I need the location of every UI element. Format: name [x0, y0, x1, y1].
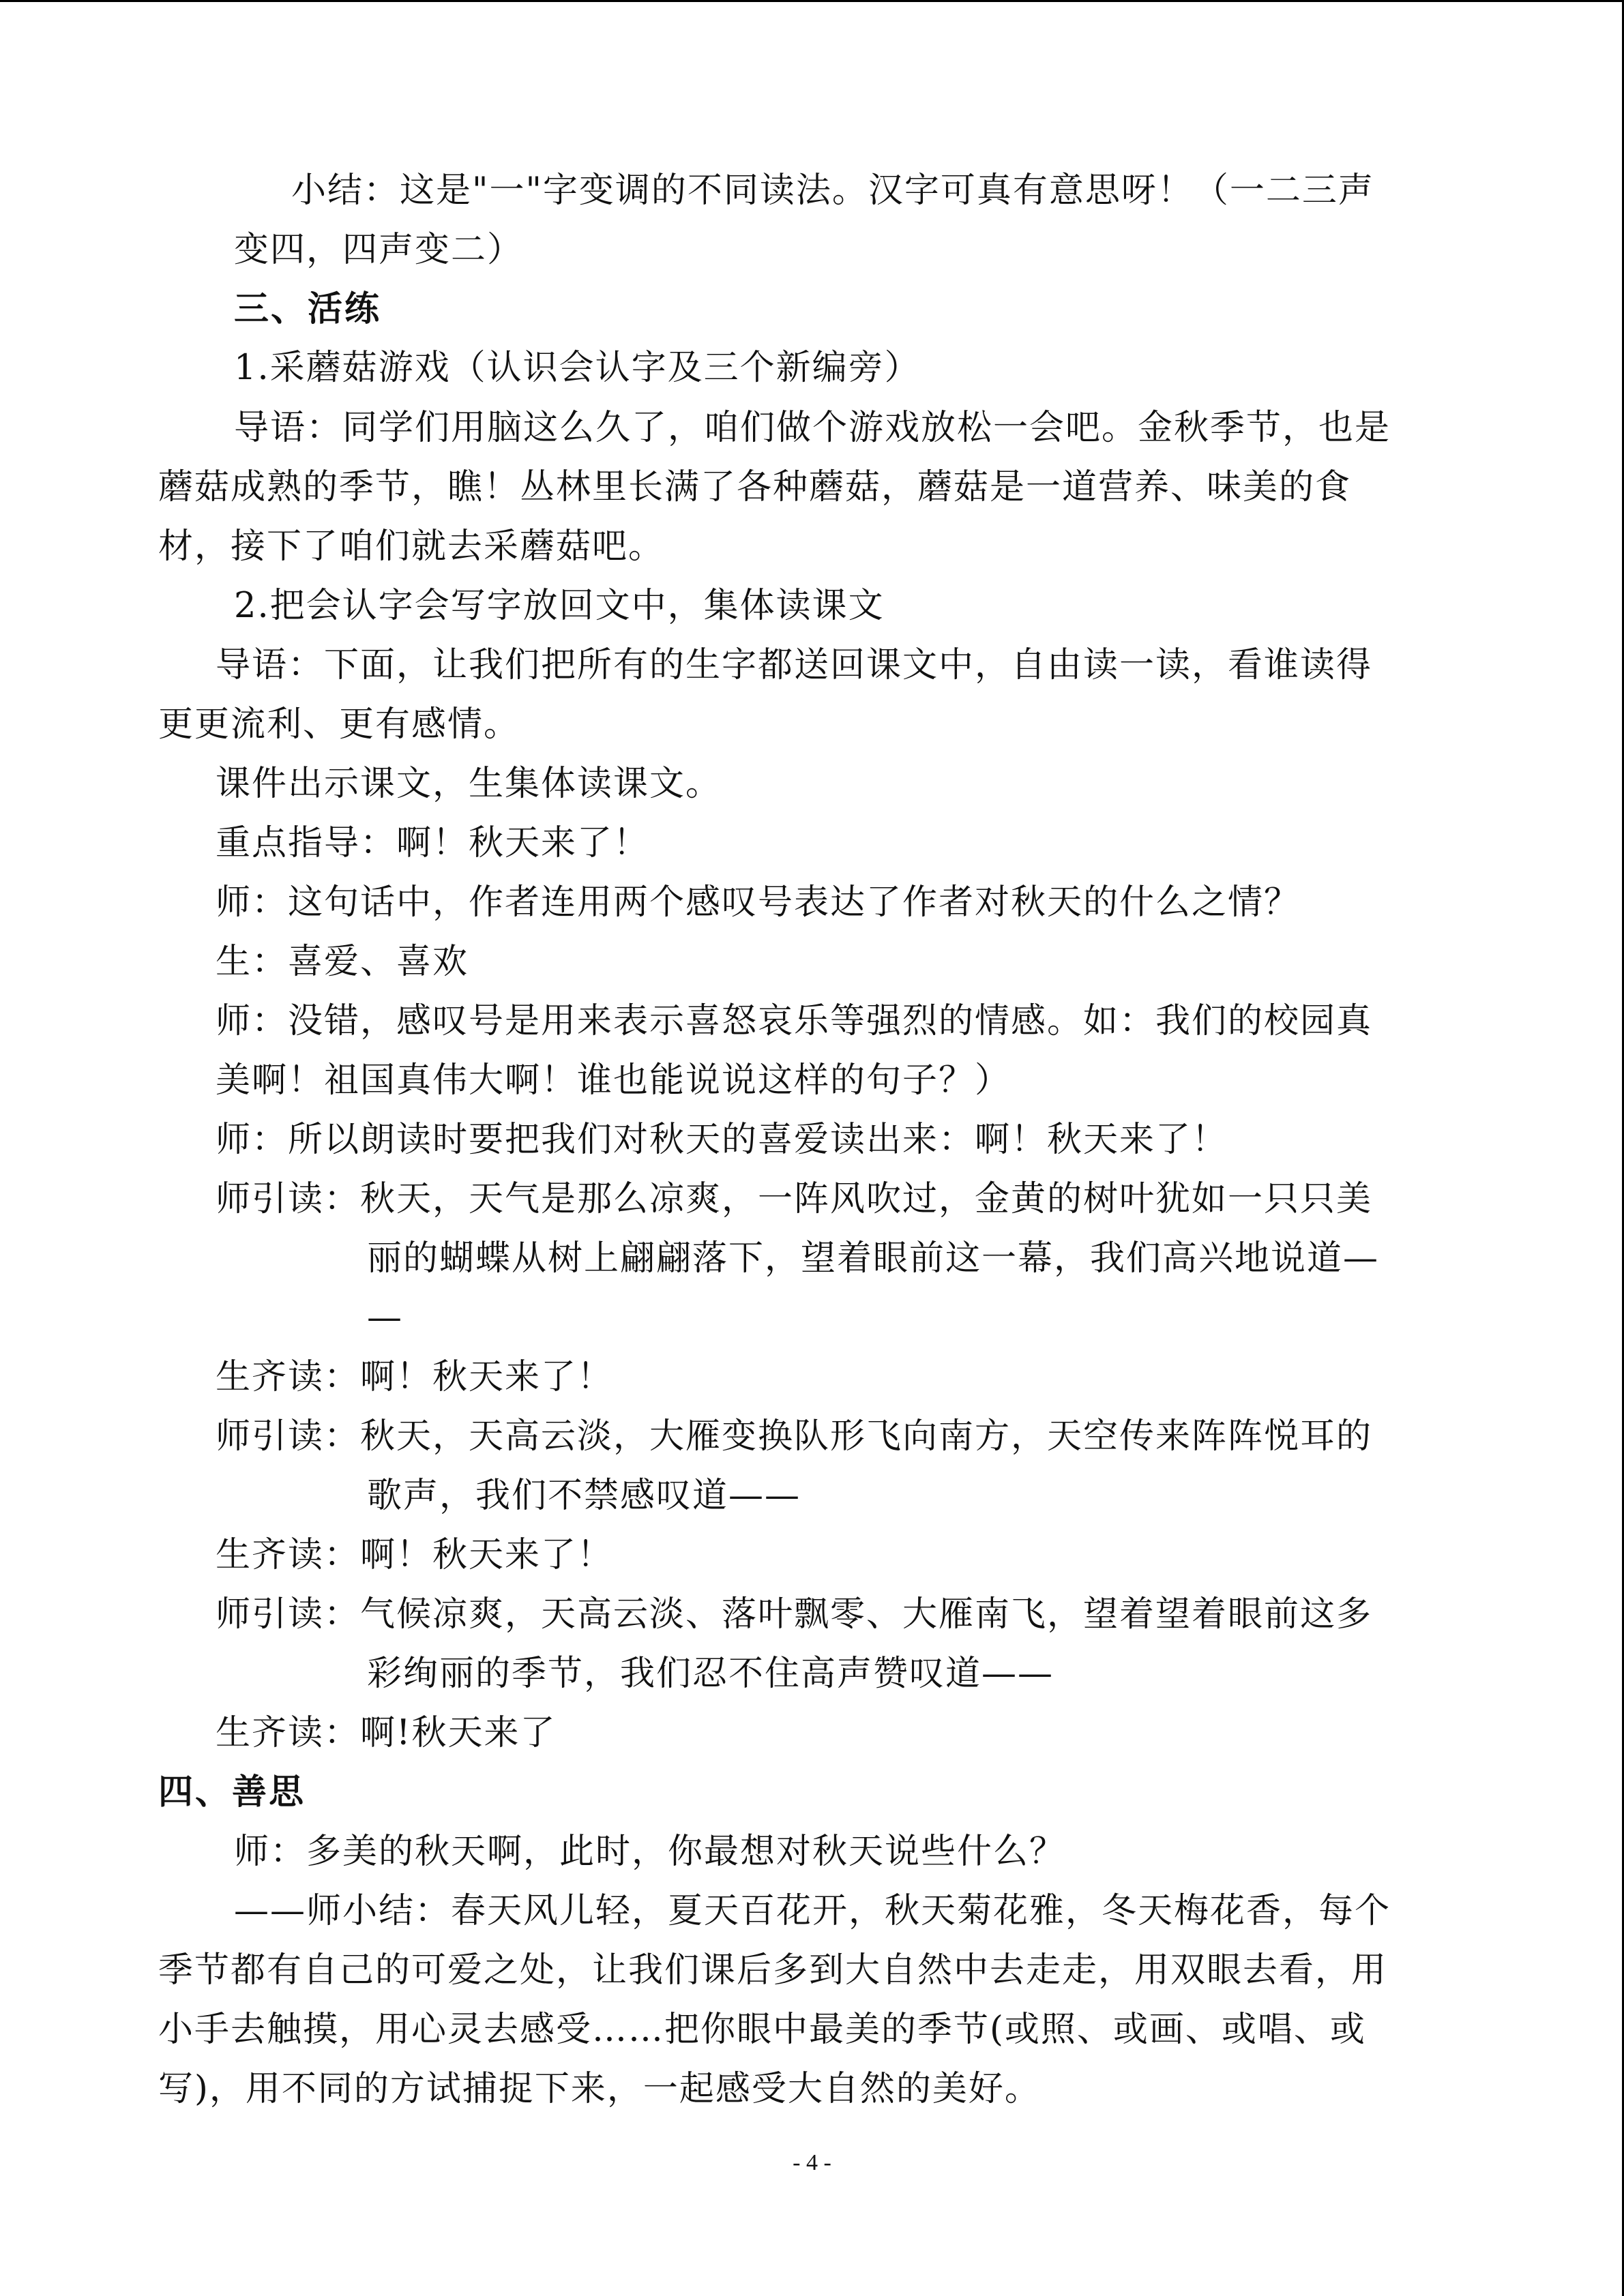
text-line: 师：这句话中，作者连用两个感叹号表达了作者对秋天的什么之情？: [216, 882, 1301, 923]
text-line: 美啊！祖国真伟大啊！谁也能说说这样的句子？）: [216, 1060, 1012, 1101]
text-line: 变四，四声变二）: [234, 230, 524, 270]
text-line: 彩绚丽的季节，我们忍不住高声赞叹道——: [367, 1654, 1054, 1694]
text-line: 生齐读：啊!秋天来了: [216, 1713, 557, 1753]
text-line: —: [367, 1298, 403, 1338]
text-line: 季节都有自己的可爱之处，让我们课后多到大自然中去走走，用双眼去看，用: [158, 1950, 1388, 1991]
text-line: 小手去触摸，用心灵去感受……把你眼中最美的季节(或照、或画、或唱、或: [158, 2010, 1366, 2050]
section-heading: 四、善思: [158, 1772, 306, 1813]
section-heading: 三、活练: [234, 289, 382, 329]
text-line: 生齐读：啊！秋天来了！: [216, 1357, 614, 1397]
text-line: 师引读：气候凉爽，天高云淡、落叶飘零、大雁南飞，望着望着眼前这多: [216, 1594, 1373, 1635]
text-line: 丽的蝴蝶从树上翩翩落下，望着眼前这一幕，我们高兴地说道—: [367, 1238, 1380, 1279]
text-line: 师：多美的秋天啊，此时，你最想对秋天说些什么？: [234, 1832, 1066, 1872]
text-line: 课件出示课文，生集体读课文。: [216, 764, 722, 804]
text-line: 师引读：秋天，天高云淡，大雁变换队形飞向南方，天空传来阵阵悦耳的: [216, 1416, 1373, 1457]
text-line: 师：没错，感叹号是用来表示喜怒哀乐等强烈的情感。如：我们的校园真: [216, 1001, 1373, 1041]
text-line: 1.采蘑菇游戏（认识会认字及三个新编旁）: [234, 348, 921, 388]
text-line: 小结：这是"一"字变调的不同读法。汉字可真有意思呀！（一二三声: [291, 170, 1374, 211]
text-line: 师引读：秋天，天气是那么凉爽，一阵风吹过，金黄的树叶犹如一只只美: [216, 1179, 1373, 1219]
text-line: ——师小结：春天风儿轻，夏天百花开，秋天菊花雅，冬天梅花香，每个: [234, 1891, 1391, 1931]
text-line: 生：喜爱、喜欢: [216, 942, 469, 982]
text-line: 2.把会认字会写字放回文中，集体读课文: [234, 586, 885, 626]
text-line: 生齐读：啊！秋天来了！: [216, 1535, 614, 1575]
text-line: 蘑菇成熟的季节，瞧！丛林里长满了各种蘑菇，蘑菇是一道营养、味美的食: [158, 467, 1352, 507]
text-line: 更更流利、更有感情。: [158, 704, 520, 745]
page-number: - 4 -: [793, 2150, 831, 2175]
text-line: 重点指导：啊！秋天来了！: [216, 823, 650, 863]
text-line: 导语：同学们用脑这么久了，咱们做个游戏放松一会吧。金秋季节，也是: [234, 408, 1391, 448]
text-line: 材，接下了咱们就去采蘑菇吧。: [158, 526, 665, 567]
text-line: 导语：下面，让我们把所有的生字都送回课文中，自由读一读，看谁读得: [216, 645, 1373, 685]
text-line: 写)，用不同的方试捕捉下来，一起感受大自然的美好。: [158, 2069, 1041, 2109]
text-line: 歌声，我们不禁感叹道——: [367, 1476, 801, 1516]
page-border-top: [0, 0, 1624, 2]
text-line: 师：所以朗读时要把我们对秋天的喜爱读出来：啊！秋天来了！: [216, 1120, 1228, 1160]
